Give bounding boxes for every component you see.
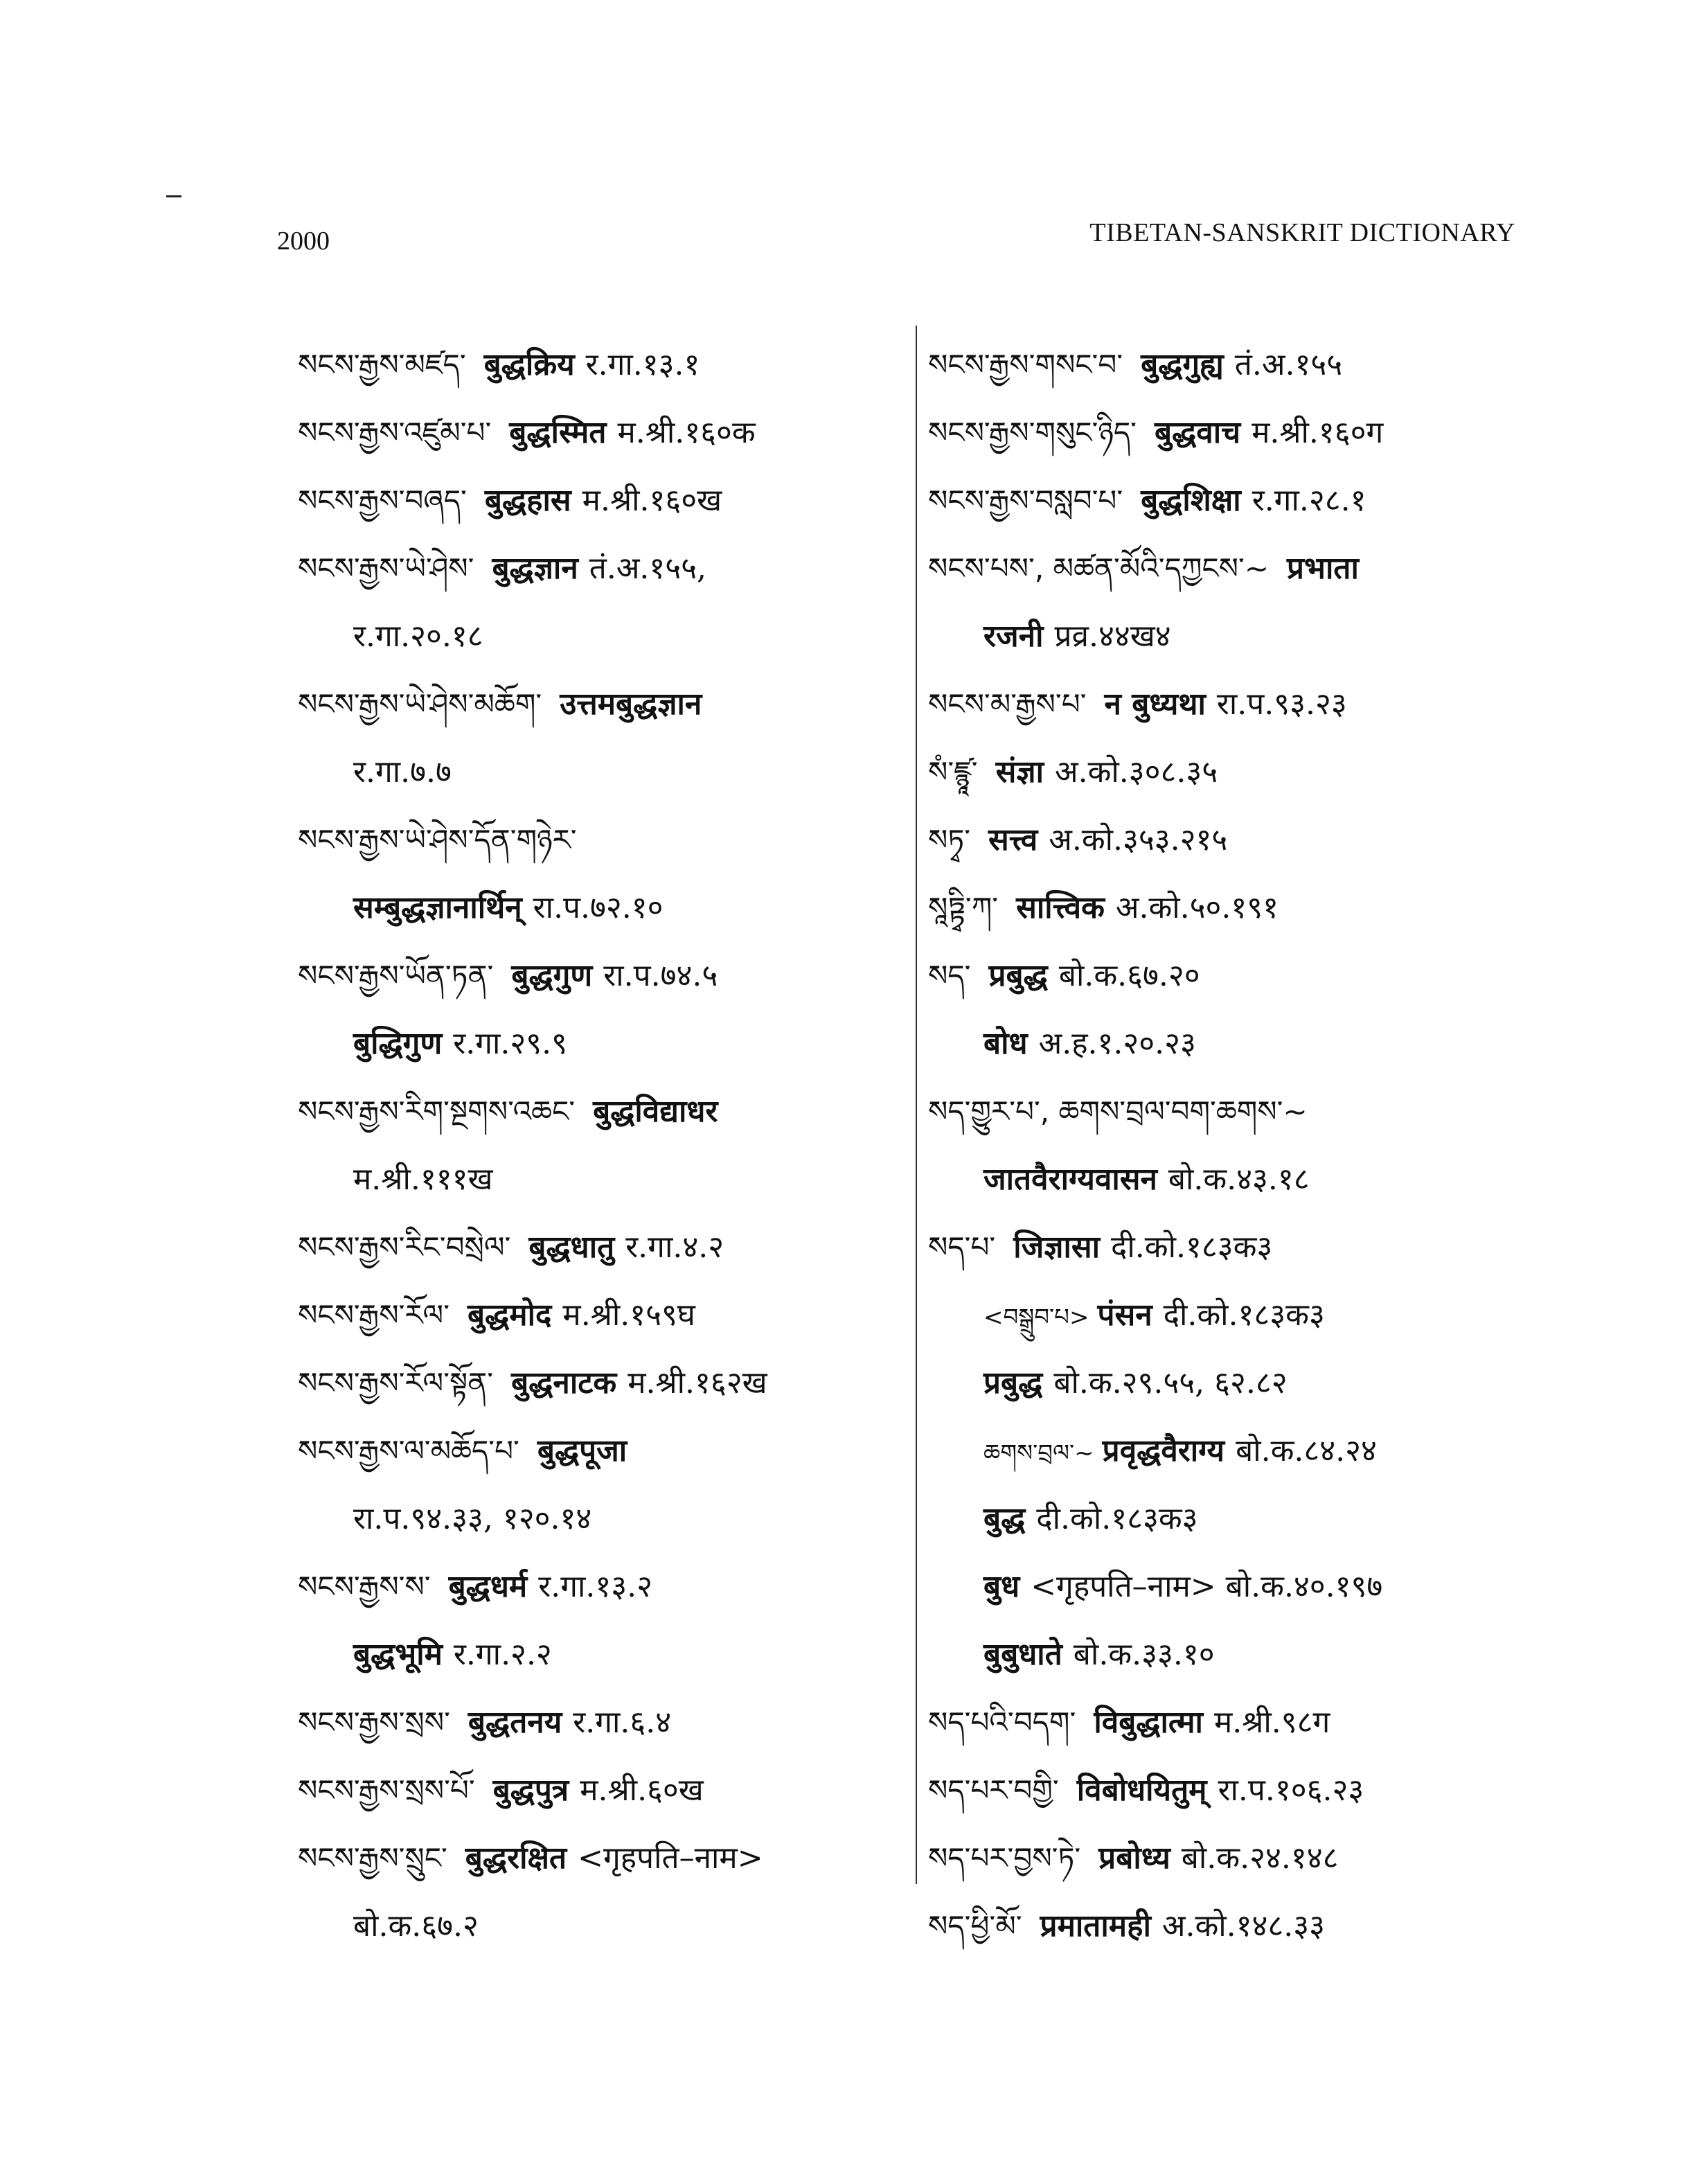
dictionary-entry-line (298, 1214, 907, 1281)
sanskrit-equivalent: विबुद्धात्मा (1094, 1705, 1203, 1740)
source-reference: बो.क.४३.१८ (1168, 1162, 1310, 1197)
tibetan-headword: སངས་རྒྱས་ཡེ་ཤེས་ (298, 551, 474, 585)
tibetan-headword: སངས་རྒྱས་སྲུང་ (298, 1841, 447, 1875)
tibetan-headword: སངས་རྒྱས་འཛུམ་པ་ (298, 416, 492, 450)
sanskrit-equivalent: पंसन (1097, 1297, 1152, 1333)
source-reference: बो.क.६७.२ (353, 1908, 479, 1944)
tibetan-headword: སངས་རྒྱས་ཡེ་ཤེས་དོན་གཉེར་ (298, 823, 577, 857)
source-reference: र.गा.२९.९ (453, 1026, 568, 1061)
source-reference: र.गा.२.२ (453, 1637, 552, 1672)
dictionary-entry-line (928, 738, 1524, 806)
dictionary-entry-line (928, 1689, 1524, 1757)
source-reference: म.श्री.९८ग (1213, 1705, 1330, 1740)
tibetan-headword: སངས་རྒྱས་ཡོན་ཏན་ (298, 959, 494, 993)
tibetan-headword: སངས་རྒྱས་བཞད་ (298, 483, 467, 517)
sanskrit-equivalent: विबोधयितुम् (1076, 1773, 1207, 1808)
tibetan-headword: སངས་རྒྱས་རིག་སྔགས་འཆང་ (298, 1094, 576, 1128)
sanskrit-equivalent: बुध (983, 1569, 1020, 1604)
source-reference: म.श्री.१५९घ (562, 1297, 695, 1333)
sanskrit-equivalent: बुद्धतनय (467, 1705, 562, 1740)
dictionary-entry-line (928, 1417, 1524, 1485)
page-number: 2000 (277, 227, 330, 256)
dictionary-entry-line (298, 467, 907, 535)
source-reference: बो.क.३३.१० (1073, 1637, 1215, 1672)
sanskrit-equivalent: बुद्धमोद (467, 1297, 552, 1333)
dictionary-entry-line (298, 1417, 907, 1485)
dictionary-entry-line (298, 399, 907, 467)
column-divider (916, 326, 917, 1884)
dictionary-entry-line (298, 1281, 907, 1349)
source-reference: म.श्री.६०ख (580, 1773, 704, 1808)
dictionary-entry-line (928, 1349, 1524, 1417)
dictionary-entry-line (928, 535, 1524, 603)
source-reference: बो.क.२४.१४८ (1181, 1840, 1339, 1876)
source-reference: र.गा.१३.२ (538, 1569, 652, 1604)
source-reference: म.श्री.१११ख (353, 1162, 493, 1197)
source-reference: बो.क.८४.२४ (1236, 1433, 1377, 1468)
dictionary-entry-line (298, 1892, 907, 1960)
tibetan-headword: སངས་རྒྱས་ཡེ་ཤེས་མཆོག་ (298, 687, 542, 721)
sanskrit-equivalent: बुद्ध (983, 1501, 1026, 1536)
sanskrit-equivalent: बुद्धनाटक (511, 1365, 617, 1401)
tibetan-headword: སད་པར་བྱས་ཏེ་ (928, 1841, 1081, 1875)
dictionary-entry-line (298, 671, 907, 738)
dictionary-entry-line (298, 942, 907, 1010)
sanskrit-equivalent: बुद्धपुत्र (492, 1773, 569, 1808)
tibetan-headword: སངས་རྒྱས་རོལ་ (298, 1298, 450, 1332)
source-reference: रा.प.७४.५ (603, 958, 718, 993)
tibetan-headword: སངས་རྒྱས་སྲས་ (298, 1705, 450, 1739)
sanskrit-equivalent: बुद्धधातु (528, 1229, 615, 1265)
source-reference: बो.क.२९.५५, ६२.८२ (1053, 1365, 1288, 1401)
dictionary-entry-line (928, 1621, 1524, 1689)
dictionary-entry-line (928, 1146, 1524, 1214)
sanskrit-equivalent: प्रवृद्धवैराग्य (1102, 1433, 1225, 1468)
dictionary-entry-line (928, 331, 1524, 399)
dictionary-entry-line (298, 806, 907, 874)
sanskrit-equivalent: बुद्धपूजा (537, 1433, 627, 1468)
tibetan-headword: སཏྭ་ (928, 823, 971, 857)
dictionary-entry-line (928, 603, 1524, 671)
dictionary-entry-line (298, 603, 907, 671)
sanskrit-equivalent: प्रबुद्ध (988, 958, 1048, 993)
dictionary-entry-line (298, 1757, 907, 1825)
source-reference: प्रव्र.४४ख४ (1054, 619, 1171, 654)
dictionary-entry-line (298, 1689, 907, 1757)
sanskrit-equivalent: प्रबुद्ध (983, 1365, 1043, 1401)
tibetan-headword: སངས་རྒྱས་མཛད་ (298, 348, 466, 382)
dictionary-entry-line (928, 1553, 1524, 1621)
source-reference: म.श्री.१६०क (617, 415, 756, 450)
dictionary-entry-line (928, 1757, 1524, 1825)
sanskrit-equivalent: बोध (983, 1026, 1028, 1061)
sanskrit-equivalent: बुद्धिगुण (353, 1026, 443, 1061)
sanskrit-equivalent: जातवैराग्यवासन (983, 1162, 1157, 1197)
source-reference: रा.प.९४.३३, १२०.१४ (353, 1501, 592, 1536)
running-title: TIBETAN-SANSKRIT DICTIONARY (1089, 218, 1515, 247)
entry-note: ཆགས་བྲལ་~ (983, 1439, 1094, 1467)
dictionary-entry-line (928, 942, 1524, 1010)
dictionary-entry-line (928, 1010, 1524, 1078)
source-reference: म.श्री.१६२ख (627, 1365, 767, 1401)
dictionary-entry-line (298, 1010, 907, 1078)
sanskrit-equivalent: रजनी (983, 619, 1044, 654)
sanskrit-equivalent: बुबुधाते (983, 1637, 1062, 1672)
tibetan-headword: སད་གྱུར་པ་, ཆགས་བྲལ་བག་ཆགས་~ (928, 1094, 1308, 1128)
tibetan-headword: སངས་རྒྱས་རིང་བསྲེལ་ (298, 1230, 511, 1264)
dictionary-entry-line (298, 738, 907, 806)
tibetan-headword: སངས་རྒྱས་གསུང་ཉིད་ (928, 416, 1137, 450)
dictionary-entry-line (298, 1146, 907, 1214)
dictionary-entry-line (928, 1892, 1524, 1960)
dictionary-entry-line (928, 874, 1524, 942)
sanskrit-equivalent: उत्तमबुद्धज्ञान (560, 686, 702, 722)
source-reference: म.श्री.१६०ख (582, 483, 722, 518)
sanskrit-equivalent: बुद्धगुह्य (1141, 347, 1224, 382)
tibetan-headword: སད་པར་བགྱི་ (928, 1773, 1059, 1807)
tibetan-headword: སད་པའི་བདག་ (928, 1705, 1076, 1739)
sanskrit-equivalent: सत्त्व (988, 822, 1038, 858)
sanskrit-equivalent: बुद्धक्रिय (483, 347, 575, 382)
source-reference: बो.क.६७.२० (1058, 958, 1200, 993)
dictionary-entry-line (298, 1349, 907, 1417)
source-reference: तं.अ.१५५ (1234, 347, 1343, 382)
source-reference: रा.प.१०६.२३ (1218, 1773, 1364, 1808)
sanskrit-equivalent: संज्ञा (995, 754, 1044, 790)
sanskrit-equivalent: बुद्धस्मित (509, 415, 607, 450)
tibetan-headword: སངས་རྒྱས་ས་ (298, 1570, 431, 1604)
tibetan-headword: སད་ (928, 959, 971, 993)
tibetan-headword: སཾ་ཛྙཱ་ (928, 755, 978, 789)
source-reference: र.गा.६.४ (573, 1705, 672, 1740)
dictionary-entry-line (298, 331, 907, 399)
source-reference: र.गा.२८.१ (1252, 483, 1366, 518)
sanskrit-equivalent: प्रमातामही (1040, 1908, 1151, 1944)
source-reference: रा.प.७२.१० (533, 890, 664, 925)
tibetan-headword: སངས་རྒྱས་ལ་མཆོད་པ་ (298, 1434, 519, 1468)
sanskrit-equivalent: सम्बुद्धज्ञानार्थिन् (353, 890, 522, 925)
source-reference: र.गा.४.२ (625, 1229, 724, 1265)
tibetan-headword: སད་ཕྱི་མོ་ (928, 1909, 1022, 1943)
dictionary-entry-line (298, 1621, 907, 1689)
entry-note: <བསྒྲུབ་པ> (983, 1304, 1089, 1331)
tibetan-headword: སད་པ་ (928, 1230, 996, 1264)
source-reference: अ.ह.१.२०.२३ (1038, 1026, 1196, 1061)
dictionary-entry-line (928, 806, 1524, 874)
dictionary-entry-line (298, 1553, 907, 1621)
source-reference: रा.प.९३.२३ (1216, 686, 1347, 722)
dictionary-entry-line (928, 1281, 1524, 1349)
dictionary-entry-line (928, 671, 1524, 738)
tibetan-headword: སངས་རྒྱས་བསླབ་པ་ (928, 483, 1123, 517)
source-reference: दी.को.१८३क३ (1036, 1501, 1198, 1536)
dictionary-entry-line (298, 535, 907, 603)
sanskrit-equivalent: बुद्धहास (484, 483, 571, 518)
tibetan-headword: སངས་རྒྱས་སྲས་པོ་ (298, 1773, 475, 1807)
sanskrit-equivalent: प्रभाता (1287, 551, 1359, 586)
sanskrit-equivalent: बुद्धरक्षित (465, 1840, 567, 1876)
right-column (928, 331, 1524, 1960)
source-reference: र.गा.७.७ (353, 754, 452, 790)
sanskrit-equivalent: बुद्धधर्म (448, 1569, 528, 1604)
source-reference: र.गा.२०.१८ (353, 619, 483, 654)
dictionary-entry-line (928, 467, 1524, 535)
sanskrit-equivalent: बुद्धज्ञान (492, 551, 578, 586)
sanskrit-equivalent: बुद्धगुण (511, 958, 593, 993)
dictionary-entry-line (298, 1078, 907, 1146)
source-reference: म.श्री.१६०ग (1252, 415, 1384, 450)
tibetan-headword: སངས་མ་རྒྱས་པ་ (928, 687, 1087, 721)
margin-mark (166, 195, 181, 197)
source-reference: <गृहपति–नाम> (578, 1840, 763, 1876)
sanskrit-equivalent: बुद्धवाच (1154, 415, 1241, 450)
tibetan-headword: སཱཏྟྭི་ཀ་ (928, 891, 999, 925)
dictionary-entry-line (928, 1485, 1524, 1553)
source-reference: र.गा.१३.१ (585, 347, 700, 382)
source-reference: दी.को.१८३क३ (1163, 1297, 1325, 1333)
sanskrit-equivalent: बुद्धभूमि (353, 1637, 443, 1672)
source-reference: अ.को.५०.१९१ (1115, 890, 1279, 925)
left-column (298, 331, 907, 1960)
sanskrit-equivalent: जिज्ञासा (1013, 1229, 1101, 1265)
sanskrit-equivalent: न बुध्यथा (1104, 686, 1206, 722)
tibetan-headword: སངས་རྒྱས་རོལ་སྟོན་ (298, 1366, 494, 1400)
tibetan-headword: སངས་པས་, མཚན་མོའི་དཀྱངས་~ (928, 551, 1270, 585)
dictionary-entry-line (298, 874, 907, 942)
dictionary-entry-line (928, 1825, 1524, 1892)
source-reference: दी.को.१८३क३ (1111, 1229, 1273, 1265)
dictionary-entry-line (298, 1825, 907, 1892)
source-reference: अ.को.१४८.३३ (1161, 1908, 1326, 1944)
source-reference: अ.को.३५३.२१५ (1049, 822, 1228, 858)
tibetan-headword: སངས་རྒྱས་གསང་བ་ (928, 348, 1123, 382)
dictionary-entry-line (928, 1078, 1524, 1146)
source-reference: <गृहपति–नाम> बो.क.४०.१९७ (1031, 1569, 1383, 1604)
dictionary-entry-line (298, 1485, 907, 1553)
dictionary-entry-line (928, 1214, 1524, 1281)
dictionary-entry-line (928, 399, 1524, 467)
sanskrit-equivalent: बुद्धविद्याधर (593, 1094, 718, 1129)
source-reference: तं.अ.१५५, (589, 551, 707, 586)
source-reference: अ.को.३०८.३५ (1054, 754, 1218, 790)
sanskrit-equivalent: प्रबोध्य (1098, 1840, 1170, 1876)
sanskrit-equivalent: बुद्धशिक्षा (1141, 483, 1241, 518)
sanskrit-equivalent: सात्त्विक (1016, 890, 1105, 925)
